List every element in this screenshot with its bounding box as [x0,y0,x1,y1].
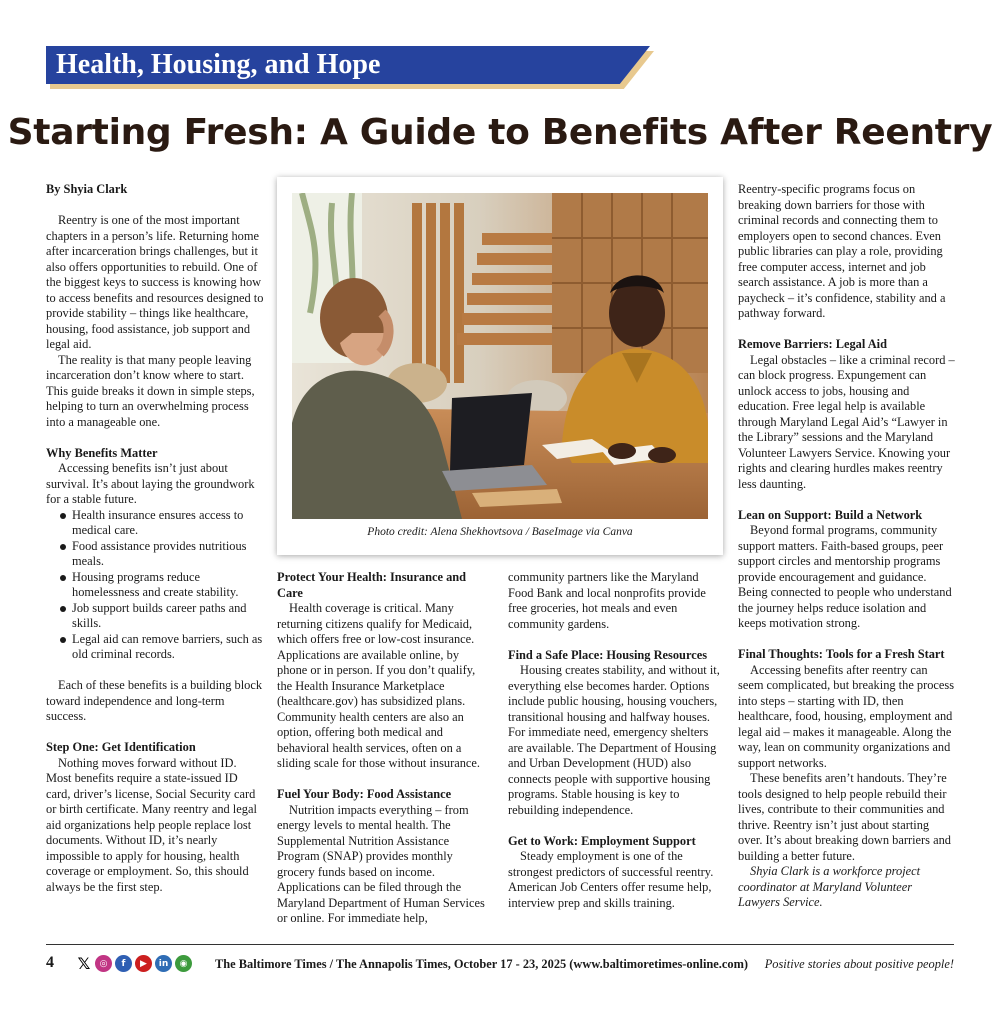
instagram-icon[interactable]: ◎ [95,955,112,972]
article-column-4 [738,182,956,911]
x-icon[interactable]: 𝕏 [77,954,91,973]
footer-divider [46,944,954,945]
section-heading-why-benefits: Why Benefits Matter [46,445,158,460]
bullet-icon [60,513,66,519]
food-paragraph: Nutrition impacts everything – from energy levels to mental health. The Supplemental Nutrition Assistance Program (SNAP) provides monthly grocery funds based on income. Applications can be filed through the Maryland Department of Human Services or online. For immediate help, [277,802,485,925]
list-item: Job support builds career paths and skills. [46,601,264,632]
page-number: 4 [46,954,54,971]
step-one-paragraph: Nothing moves forward without ID. Most benefits require a state-issued ID card, driver’s license, Social Security card or birth certificate. Many reentry and legal aid organizations help people replace lost documents. Without ID, it’s nearly impossible to apply for housing, health coverage or employment. So, this should always be the first step. [46,755,257,894]
publication-tagline: Positive stories about positive people! [764,957,954,971]
linkedin-icon[interactable]: in [155,955,172,972]
health-paragraph: Health coverage is critical. Many returning citizens qualify for Medicaid, which offers free or low-cost insurance. Applications are available online, by phone or in person. If you don’t qualify, the Health Insurance Marketplace (healthcare.gov) has subsidized plans. Community health centers are also an option, offering both medical and behavioral health services, often on a sliding scale for those without insurance. [277,601,481,770]
employment-paragraph: Steady employment is one of the strongest predictors of successful reentry. American Job Centers offer resume help, interview prep and skills training. [508,849,714,910]
article-photo [277,177,723,555]
why-benefits-paragraph: Accessing benefits isn’t just about survival. It’s about laying the groundwork for a stable future. [46,461,255,506]
article-column-1 [46,182,264,895]
section-heading-legal-aid: Remove Barriers: Legal Aid [738,337,887,351]
section-heading-support: Lean on Support: Build a Network [738,507,923,522]
author-bio: Shyia Clark is a workforce project coordinator at Maryland Volunteer Lawyers Service. [738,864,921,909]
final-thoughts-paragraph-2: These benefits aren’t handouts. They’re tools designed to help people rebuild their lives, contribute to their communities and thrive. Reentry isn’t just about starting over. It’s about breaking down barriers and building a better future. [738,771,951,863]
article-column-3 [508,570,723,911]
final-thoughts-paragraph-1: Accessing benefits after reentry can seem complicated, but breaking the process into steps – starting with ID, then healthcare, food, housing, employment and legal aid – makes it manageable. Along the way, lean on community organizations and support networks. [738,662,955,770]
social-icons [76,955,192,972]
list-item: Legal aid can remove barriers, such as old criminal records. [46,632,264,663]
bullet-icon [60,606,66,612]
photo-image [292,193,708,519]
list-item: Health insurance ensures access to medical care. [46,508,264,539]
benefits-list [46,508,264,663]
youtube-icon[interactable]: ▶ [135,955,152,972]
article-headline: Starting Fresh: A Guide to Benefits After Reentry [7,112,993,153]
bullet-icon [60,544,66,550]
article-column-2 [277,570,492,927]
section-banner-title: Health, Housing, and Hope [56,49,381,80]
publication-info: The Baltimore Times / The Annapolis Times, October 17 - 23, 2025 (www.baltimoretimes-online.com) [215,957,749,971]
section-heading-health: Protect Your Health: Insurance and Care [277,570,467,600]
list-item: Housing programs reduce homelessness and create stability. [46,570,264,601]
legal-aid-paragraph: Legal obstacles – like a criminal record – can block progress. Expungement can unlock access to jobs, housing and education. Free legal help is available through Maryland Legal Aid’s “Lawyer in the Library” sessions and the Maryland Volunteer Lawyers Service. Knowing your rights and clearing hurdles makes reentry less daunting. [738,352,955,491]
housing-paragraph: Housing creates stability, and without it, everything else becomes harder. Options include public housing, housing vouchers, transitional housing and halfway houses. For immediate need, emergency shelters are available. The Department of Housing and Urban Development (HUD) also connects people with supportive housing programs. Stable housing is key to rebuilding independence. [508,663,720,817]
list-item: Food assistance provides nutritious meals. [46,539,264,570]
section-heading-housing: Find a Safe Place: Housing Resources [508,647,708,662]
section-heading-final-thoughts: Final Thoughts: Tools for a Fresh Start [738,647,945,661]
section-banner [46,46,658,90]
building-block-paragraph: Each of these benefits is a building block toward independence and long-term success. [46,678,263,723]
food-paragraph-continued: community partners like the Maryland Food Bank and local nonprofits provide free groceries, hot meals and even community gardens. [508,570,706,631]
section-heading-employment: Get to Work: Employment Support [508,833,696,848]
photo-credit: Photo credit: Alena Shekhovtsova / BaseImage via Canva [367,526,633,538]
bullet-icon [60,637,66,643]
support-paragraph: Beyond formal programs, community support matters. Faith-based groups, peer support circles and mentorship programs provide encouragement and guidance. Being connected to people who understand the journey helps reduce isolation and keeps motivation strong. [738,523,952,630]
rss-icon[interactable]: ◉ [175,955,192,972]
facebook-icon[interactable]: f [115,955,132,972]
intro-paragraph-1: Reentry is one of the most important chapters in a person’s life. Returning home after incarceration brings challenges, but it also offers opportunities to rebuild. One of the biggest keys to success is knowing how to access benefits and resources designed to provide stability – things like healthcare, housing, food assistance, job support and legal aid. [46,213,264,351]
section-heading-step-one: Step One: Get Identification [46,740,196,754]
employment-paragraph-continued: Reentry-specific programs focus on breaking down barriers for those with criminal records and connecting them to employers open to second chances. Even public libraries can play a role, providing free computer access, internet and job search assistance. A job is more than a paycheck – it’s confidence, stability and a pathway forward. [738,182,946,320]
bullet-icon [60,575,66,581]
byline: By Shyia Clark [46,182,128,196]
intro-paragraph-2: The reality is that many people leaving incarceration don’t know where to start. This guide breaks it down in simple steps, helping to turn an overwhelming process into a manageable one. [46,352,255,429]
section-heading-food: Fuel Your Body: Food Assistance [277,787,452,801]
